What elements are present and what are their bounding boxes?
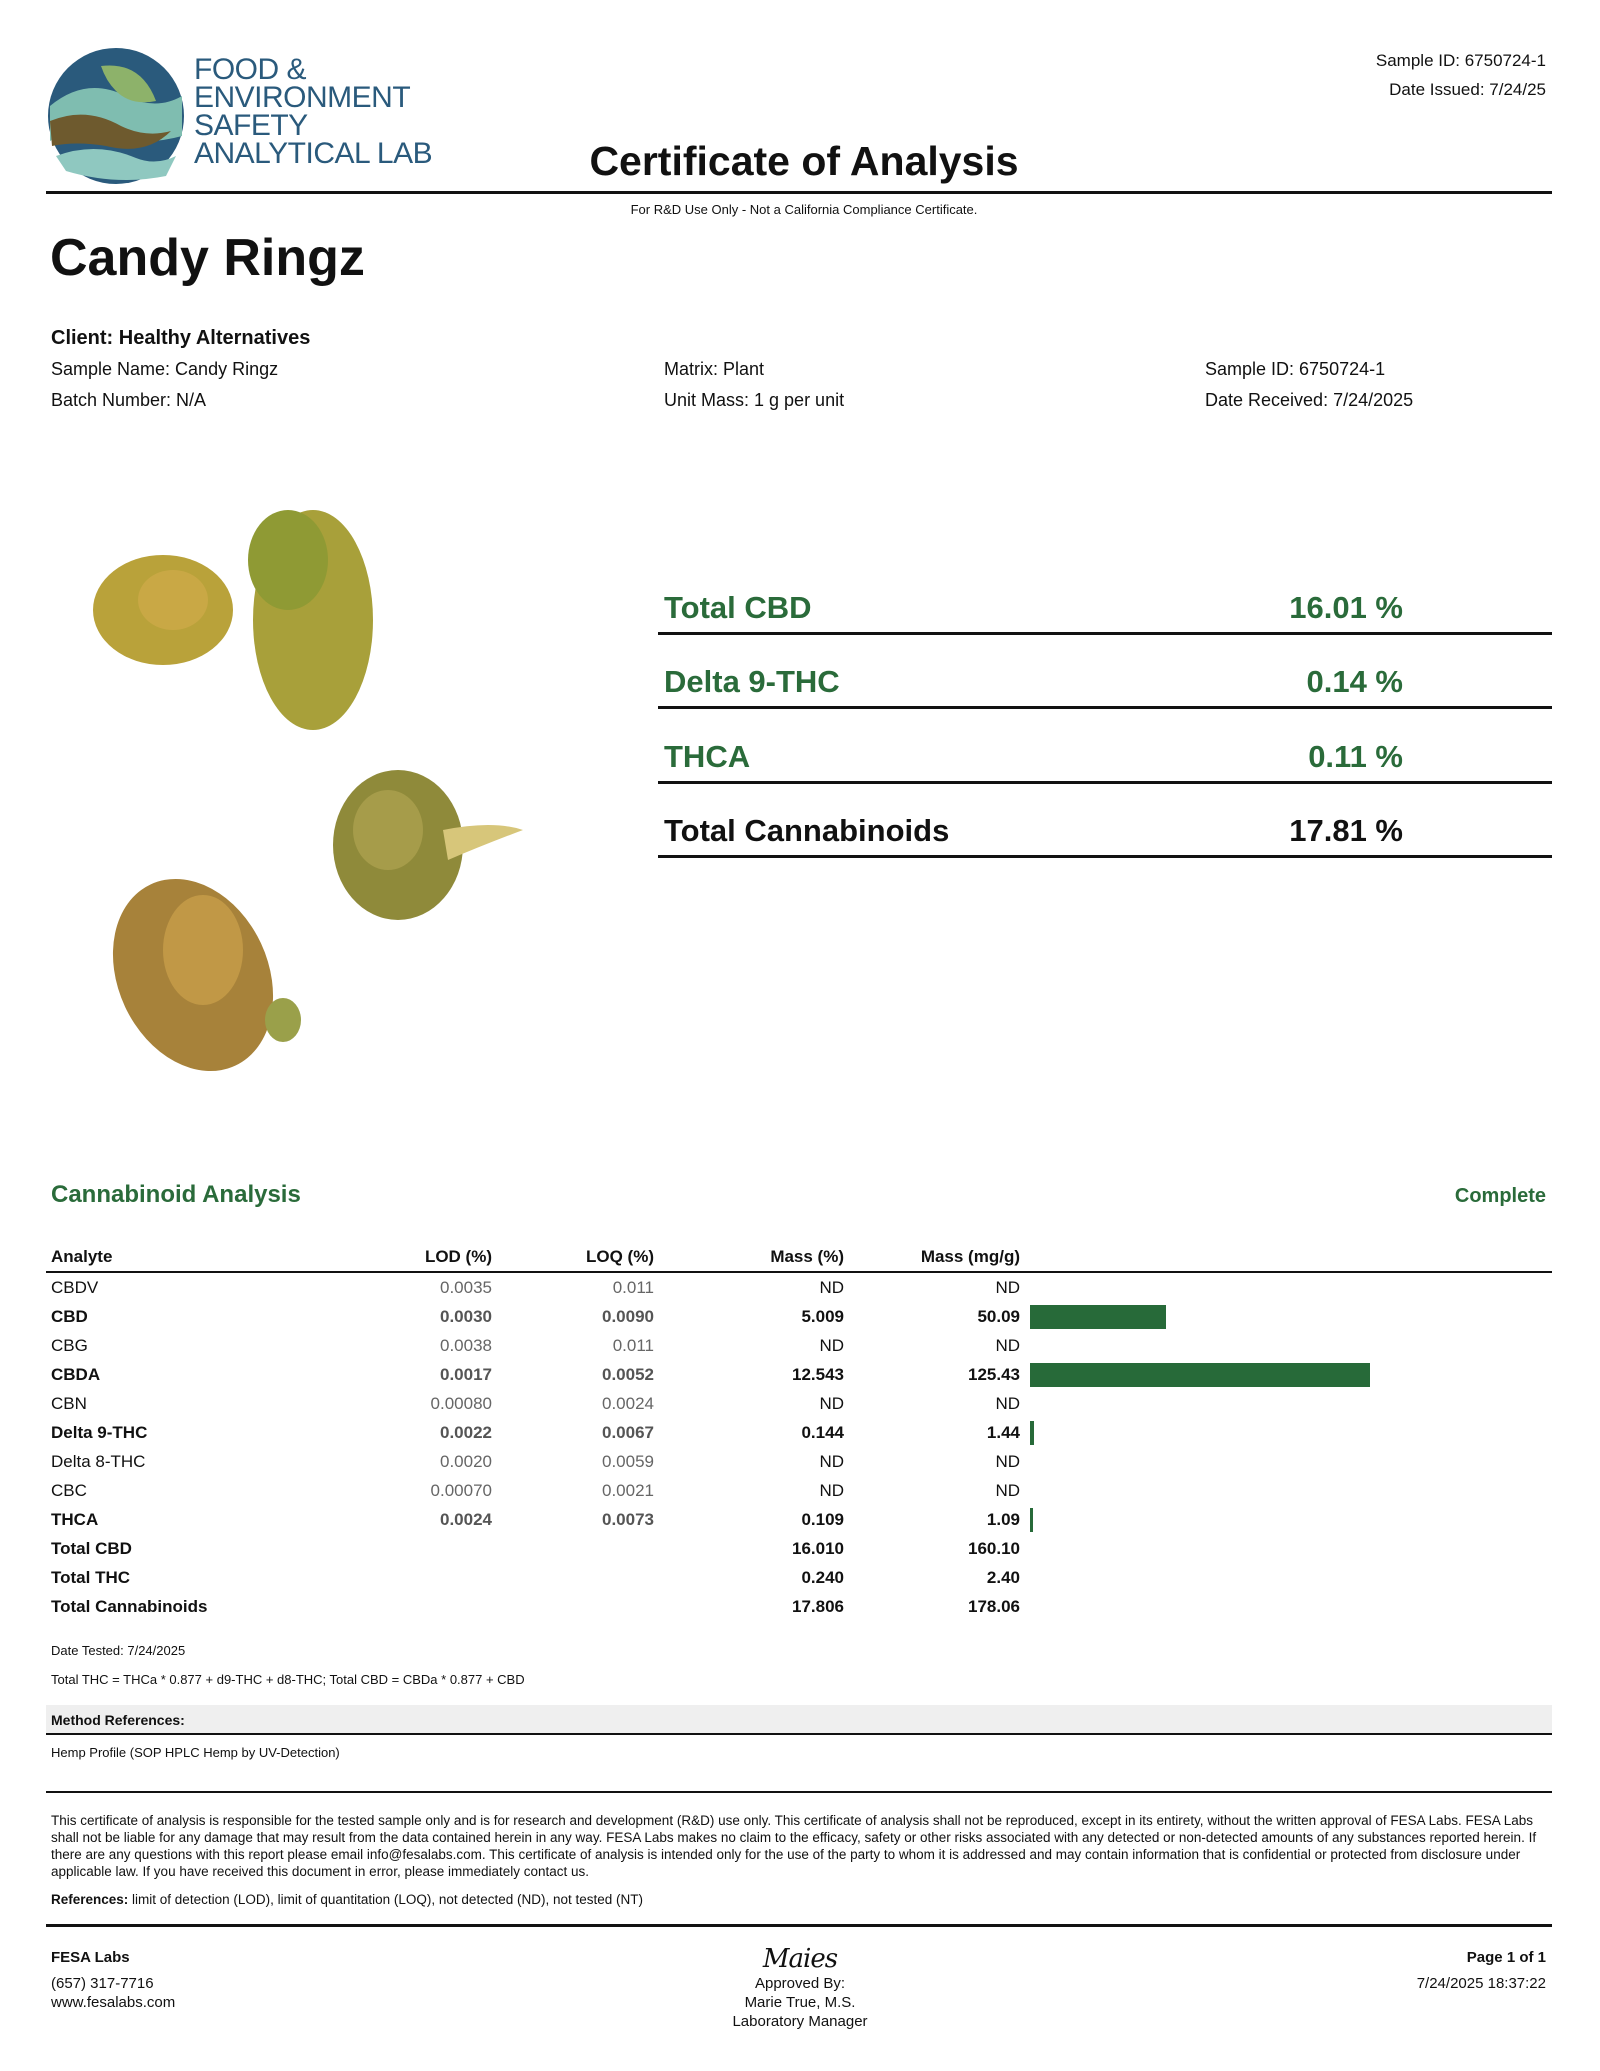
logo-line: ANALYTICAL LAB <box>194 137 433 170</box>
logo-line: SAFETY <box>194 109 308 142</box>
mass-mg-cell: 160.10 <box>968 1539 1020 1558</box>
summary-divider <box>658 781 1552 784</box>
mass-bar <box>1030 1363 1370 1387</box>
table-row <box>51 1336 1551 1365</box>
loq-cell: 0.011 <box>612 1336 654 1355</box>
approver-name: Marie True, M.S. <box>744 1994 856 2011</box>
lod-cell: 0.0030 <box>440 1307 492 1326</box>
summary-divider <box>658 706 1552 709</box>
summary-label-total-cbd: Total CBD <box>664 590 812 625</box>
loq-cell: 0.0090 <box>602 1307 654 1326</box>
analyte-cell: Delta 9-THC <box>51 1423 148 1442</box>
lod-cell: 0.0035 <box>440 1278 492 1297</box>
section-title: Cannabinoid Analysis <box>51 1181 301 1208</box>
mass-mg-cell: ND <box>995 1452 1020 1471</box>
sample-id: Sample ID: 6750724-1 <box>1205 359 1386 379</box>
header-mass-pct: Mass (%) <box>770 1247 844 1266</box>
header-lod: LOD (%) <box>424 1247 492 1266</box>
analyte-cell: CBDA <box>51 1365 101 1384</box>
mass-pct-cell: 0.240 <box>801 1568 844 1587</box>
summary-value-total-cannabinoids: 17.81 % <box>1289 813 1403 848</box>
mass-pct-cell: 17.806 <box>792 1597 844 1616</box>
loq-cell: 0.0073 <box>602 1510 654 1529</box>
lod-cell: 0.00070 <box>430 1481 492 1500</box>
analyte-cell: CBC <box>51 1481 87 1500</box>
mass-pct-cell: ND <box>819 1336 844 1355</box>
analyte-cell: Delta 8-THC <box>51 1452 146 1471</box>
loq-cell: 0.011 <box>612 1278 654 1297</box>
loq-cell: 0.0059 <box>602 1452 654 1471</box>
subtitle: For R&D Use Only - Not a California Compliance Certificate. <box>630 202 978 217</box>
date-tested: Date Tested: 7/24/2025 <box>51 1643 186 1658</box>
footer-timestamp: 7/24/2025 18:37:22 <box>1416 1975 1546 1992</box>
mass-bar <box>1030 1421 1034 1445</box>
summary-value-total-cbd: 16.01 % <box>1289 590 1403 625</box>
mass-bar <box>1030 1508 1033 1532</box>
mass-mg-cell: ND <box>995 1481 1020 1500</box>
formula-note: Total THC = THCa * 0.877 + d9-THC + d8-THC; Total CBD = CBDa * 0.877 + CBD <box>51 1672 525 1687</box>
table-rule <box>46 1271 1552 1273</box>
analyte-cell: CBN <box>51 1394 87 1413</box>
table-row <box>51 1307 1551 1336</box>
summary-divider <box>658 632 1552 635</box>
mass-pct-cell: 12.543 <box>792 1365 844 1384</box>
divider <box>46 1791 1552 1793</box>
table-row <box>51 1597 1551 1626</box>
batch-number: Batch Number: N/A <box>51 390 207 410</box>
analyte-cell: CBD <box>51 1307 88 1326</box>
analyte-cell: CBDV <box>51 1278 99 1297</box>
analyte-cell: Total Cannabinoids <box>51 1597 208 1616</box>
mass-pct-cell: 16.010 <box>792 1539 844 1558</box>
lod-cell: 0.00080 <box>430 1394 492 1413</box>
method-reference: Hemp Profile (SOP HPLC Hemp by UV-Detection) <box>51 1745 340 1760</box>
lod-cell: 0.0017 <box>440 1365 492 1384</box>
summary-label-total-cannabinoids: Total Cannabinoids <box>664 813 950 848</box>
loq-cell: 0.0052 <box>602 1365 654 1384</box>
signature: Maies <box>762 1944 838 1974</box>
mass-pct-cell: ND <box>819 1481 844 1500</box>
summary-divider <box>658 855 1552 858</box>
approved-by: Approved By: <box>754 1975 846 1992</box>
analyte-cell: CBG <box>51 1336 88 1355</box>
summary-value-thca: 0.11 % <box>1308 739 1403 774</box>
mass-mg-cell: ND <box>995 1278 1020 1297</box>
mass-mg-cell: 2.40 <box>986 1568 1020 1587</box>
logo-line: FOOD & <box>194 53 307 86</box>
table-row <box>51 1510 1551 1539</box>
page-number: Page 1 of 1 <box>1466 1949 1546 1966</box>
analyte-cell: THCA <box>51 1510 99 1529</box>
summary-label-thca: THCA <box>664 739 751 774</box>
header-loq: LOQ (%) <box>586 1247 654 1266</box>
method-header <box>46 1705 1552 1735</box>
mass-pct-cell: ND <box>819 1394 844 1413</box>
table-row <box>51 1452 1551 1481</box>
footer-website[interactable]: www.fesalabs.com <box>51 1994 176 2011</box>
loq-cell: 0.0021 <box>602 1481 654 1500</box>
mass-pct-cell: 0.144 <box>801 1423 844 1442</box>
method-title: Method References: <box>51 1712 185 1728</box>
summary-value-delta9: 0.14 % <box>1306 664 1403 699</box>
table-row <box>51 1539 1551 1568</box>
logo-line: ENVIRONMENT <box>194 81 411 114</box>
mass-mg-cell: 50.09 <box>977 1307 1020 1326</box>
sample-name: Sample Name: Candy Ringz <box>51 359 279 379</box>
summary-label-delta9: Delta 9-THC <box>664 664 840 699</box>
mass-mg-cell: 178.06 <box>968 1597 1020 1616</box>
mass-pct-cell: ND <box>819 1278 844 1297</box>
references-label: References: <box>51 1892 129 1907</box>
table-row <box>51 1423 1551 1452</box>
unit-mass: Unit Mass: 1 g per unit <box>664 390 845 410</box>
date-received: Date Received: 7/24/2025 <box>1205 390 1414 410</box>
product-photo <box>53 500 533 1120</box>
matrix: Matrix: Plant <box>664 359 765 379</box>
table-row <box>51 1365 1551 1394</box>
references <box>51 1892 643 1907</box>
loq-cell: 0.0067 <box>602 1423 654 1442</box>
lod-cell: 0.0038 <box>440 1336 492 1355</box>
status-badge: Complete <box>1454 1185 1546 1207</box>
lod-cell: 0.0024 <box>440 1510 492 1529</box>
mass-bar <box>1030 1305 1166 1329</box>
mass-pct-cell: ND <box>819 1452 844 1471</box>
references-text: limit of detection (LOD), limit of quantitation (LOQ), not detected (ND), not tested (NT) <box>128 1892 643 1907</box>
lod-cell: 0.0022 <box>440 1423 492 1442</box>
table-row <box>51 1278 1551 1307</box>
footer-company: FESA Labs <box>51 1949 130 1966</box>
approver-role: Laboratory Manager <box>732 2013 868 2030</box>
analyte-cell: Total THC <box>51 1568 131 1587</box>
lod-cell: 0.0020 <box>440 1452 492 1471</box>
header-analyte: Analyte <box>51 1247 113 1266</box>
mass-mg-cell: ND <box>995 1394 1020 1413</box>
date-issued: Date Issued: 7/24/25 <box>1389 80 1546 99</box>
product-name: Candy Ringz <box>50 229 365 287</box>
loq-cell: 0.0024 <box>602 1394 654 1413</box>
mass-mg-cell: 125.43 <box>968 1365 1020 1384</box>
header-sample-id: Sample ID: 6750724-1 <box>1375 51 1546 70</box>
table-row <box>51 1481 1551 1510</box>
table-row <box>51 1568 1551 1597</box>
page-title: Certificate of Analysis <box>589 138 1019 184</box>
header-mass-mg: Mass (mg/g) <box>920 1247 1020 1266</box>
client-name: Client: Healthy Alternatives <box>51 327 311 349</box>
divider <box>46 191 1552 194</box>
mass-pct-cell: 0.109 <box>801 1510 844 1529</box>
mass-pct-cell: 5.009 <box>801 1307 844 1326</box>
mass-mg-cell: 1.44 <box>986 1423 1020 1442</box>
mass-mg-cell: 1.09 <box>986 1510 1020 1529</box>
mass-mg-cell: ND <box>995 1336 1020 1355</box>
table-row <box>51 1394 1551 1423</box>
disclaimer: This certificate of analysis is responsible for the tested sample only and is for research and development (R&D) use only. This certificate of analysis shall not be reproduced, except in its entirety, without the written approval of FESA Labs. FESA Labs shall not be liable for any damage that may result from the data contained herein in any way. FESA Labs makes no claim to the efficacy, safety or other risks associated with any detected or non-detected amounts of any substances reported herein. If there are any questions with this report please email info@fesalabs.com. This certificate of analysis is intended only for the use of the party to whom it is addressed and may contain information that is confidential or protected from disclosure under applicable law. If you have received this document in error, please immediately contact us. <box>51 1813 1537 1879</box>
divider <box>46 1924 1552 1927</box>
footer-phone: (657) 317-7716 <box>51 1975 154 1992</box>
analyte-cell: Total CBD <box>51 1539 132 1558</box>
